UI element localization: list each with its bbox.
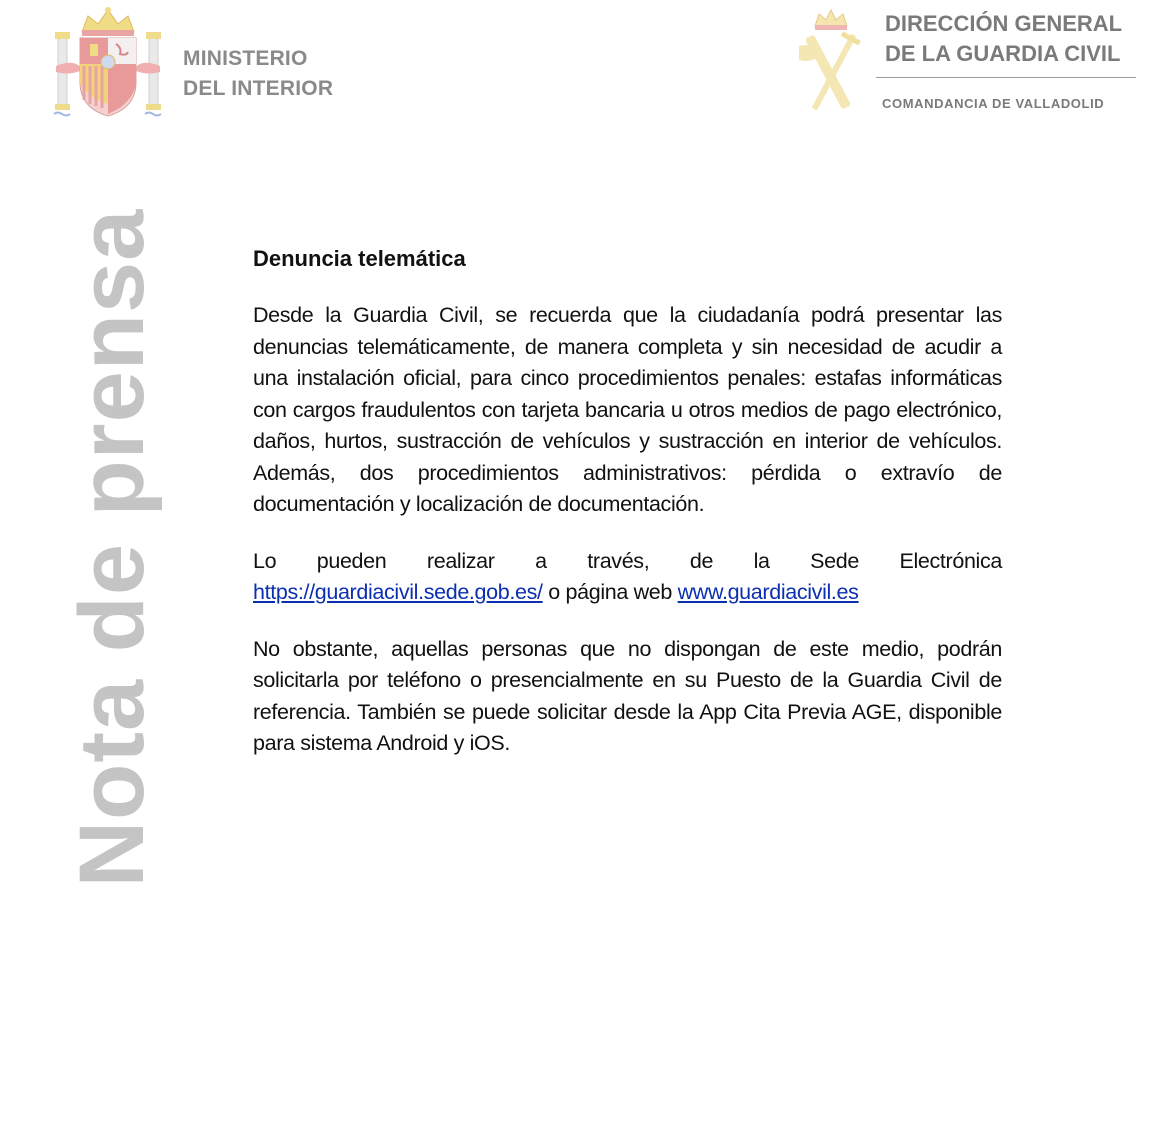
paragraph-2-prefix: Lo pueden realizar a través, de la Sede Electrónica bbox=[253, 548, 1002, 573]
spain-coat-of-arms-icon bbox=[52, 4, 164, 120]
paragraph-2 bbox=[253, 546, 1002, 609]
header-divider bbox=[876, 77, 1136, 78]
gc-title-line-1: DIRECCIÓN GENERAL bbox=[885, 11, 1123, 36]
nota-de-prensa-label: Nota de prensa bbox=[61, 208, 163, 888]
article-title: Denuncia telemática bbox=[253, 246, 466, 271]
comandancia-label: COMANDANCIA DE VALLADOLID bbox=[882, 96, 1105, 111]
guardia-civil-title bbox=[885, 9, 1122, 69]
paragraph-1: Desde la Guardia Civil, se recuerda que la ciudadanía podrá presentar las denuncias telemáticamente, de manera completa y sin necesidad de acudir a una instalación oficial, para cinco procedimientos penales: estafas informáticas con cargos fraudulentos con tarjeta bancaria u otros medios de pago electrónico, daños, hurtos, sustracción de vehículos y sustracción en interior de vehículos. Además, dos procedimientos administrativos: pérdida o extravío de documentación y localización de documentación. bbox=[253, 303, 1002, 516]
gc-title-line-2: DE LA GUARDIA CIVIL bbox=[885, 41, 1121, 66]
article-body bbox=[253, 246, 1002, 785]
ministry-line-2: DEL INTERIOR bbox=[183, 77, 334, 100]
ministry-line-1: MINISTERIO bbox=[183, 47, 308, 70]
sede-electronica-link[interactable]: https://guardiacivil.sede.gob.es/ bbox=[253, 580, 543, 604]
paragraph-2-middle: o página web bbox=[548, 580, 672, 604]
guardia-civil-emblem-icon bbox=[795, 6, 867, 116]
ministry-name bbox=[183, 44, 333, 104]
guardia-civil-web-link[interactable]: www.guardiacivil.es bbox=[677, 580, 859, 604]
paragraph-3: No obstante, aquellas personas que no dispongan de este medio, podrán solicitarla por teléfono o presencialmente en su Puesto de la Guardia Civil de referencia. También se puede solicitar desde la App Cita Previa AGE, disponible para sistema Android y iOS. bbox=[253, 636, 1002, 755]
